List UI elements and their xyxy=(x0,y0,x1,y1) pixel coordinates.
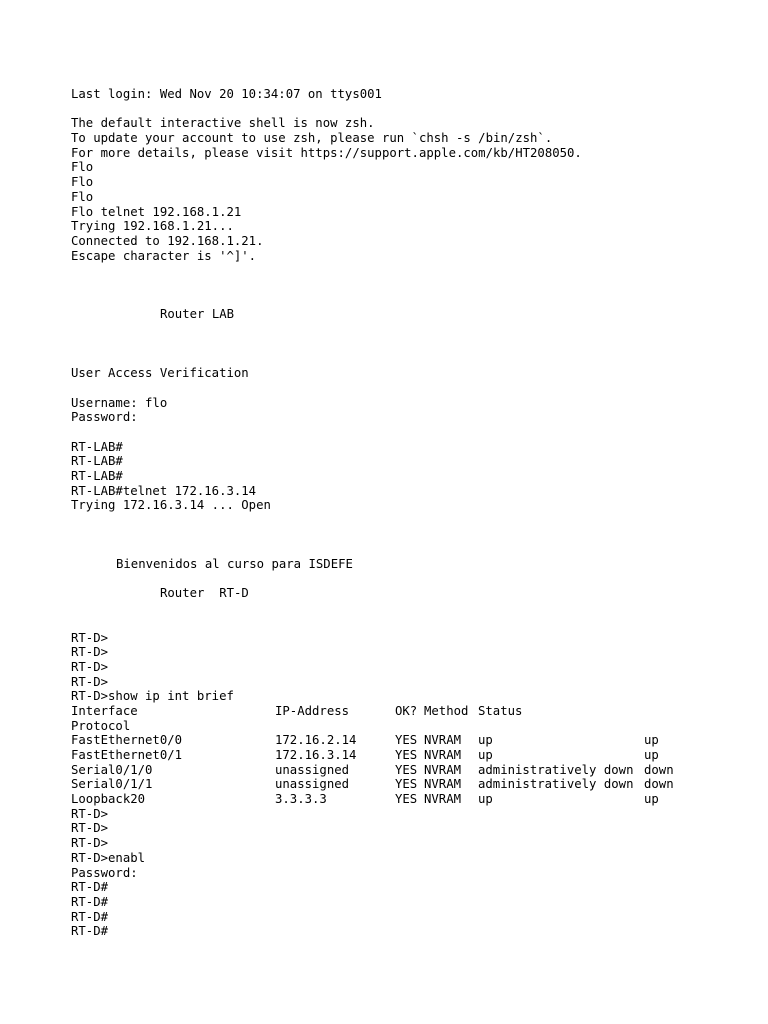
cell-status: administratively down xyxy=(478,762,634,777)
cell-protocol: up xyxy=(644,748,659,763)
cell-status: up xyxy=(478,748,493,763)
username-line: Username: flo xyxy=(71,395,168,410)
cell-method: NVRAM xyxy=(424,748,462,763)
cell-status: up xyxy=(478,792,493,807)
cell-status: up xyxy=(478,733,493,748)
telnet-output-line: Trying 192.168.1.21... xyxy=(71,219,234,234)
router-lab-prompt: RT-LAB# xyxy=(71,454,123,469)
router-lab-telnet-output: Trying 172.16.3.14 ... Open xyxy=(71,498,271,513)
table-row xyxy=(71,792,751,807)
header-ok: OK? xyxy=(395,703,418,718)
privileged-prompt: RT-D# xyxy=(71,880,109,895)
show-ip-command: RT-D>show ip int brief xyxy=(71,689,234,704)
local-prompt: Flo xyxy=(71,189,94,204)
terminal-output[interactable] xyxy=(71,87,751,939)
cell-protocol: down xyxy=(644,777,674,792)
cell-method: NVRAM xyxy=(424,762,462,777)
cell-status: administratively down xyxy=(478,777,634,792)
cell-ip: 172.16.3.14 xyxy=(275,748,357,763)
telnet-output-line: Connected to 192.168.1.21. xyxy=(71,233,264,248)
cell-protocol: down xyxy=(644,762,674,777)
privileged-prompt: RT-D# xyxy=(71,909,109,924)
last-login-line: Last login: Wed Nov 20 10:34:07 on ttys001 xyxy=(71,87,382,101)
telnet-command-line: Flo telnet 192.168.1.21 xyxy=(71,204,242,219)
header-ip: IP-Address xyxy=(275,703,350,718)
table-row xyxy=(71,733,751,748)
shell-notice-line: For more details, please visit https://support.apple.com/kb/HT208050. xyxy=(71,145,582,160)
cell-method: NVRAM xyxy=(424,733,462,748)
cell-method: NVRAM xyxy=(424,792,462,807)
router-lab-prompt: RT-LAB# xyxy=(71,439,123,454)
cell-interface: FastEthernet0/1 xyxy=(71,748,183,763)
cell-ok: YES xyxy=(395,792,418,807)
cell-method: NVRAM xyxy=(424,777,462,792)
header-status: Status xyxy=(478,703,523,718)
table-row xyxy=(71,748,751,763)
password-line: Password: xyxy=(71,410,138,425)
header-interface: Interface xyxy=(71,703,138,718)
header-protocol: Protocol xyxy=(71,718,131,733)
local-prompt: Flo xyxy=(71,160,94,175)
router-lab-telnet-command: RT-LAB#telnet 172.16.3.14 xyxy=(71,483,257,498)
router-d-banner: Router RT-D xyxy=(160,586,249,601)
cell-interface: FastEthernet0/0 xyxy=(71,733,183,748)
local-prompt: Flo xyxy=(71,175,94,190)
cell-interface: Serial0/1/0 xyxy=(71,762,153,777)
router-d-prompt: RT-D> xyxy=(71,674,109,689)
cell-ip: 172.16.2.14 xyxy=(275,733,357,748)
shell-notice-line: To update your account to use zsh, please run `chsh -s /bin/zsh`. xyxy=(71,131,553,146)
router-d-prompt: RT-D> xyxy=(71,645,109,660)
cell-ok: YES xyxy=(395,748,418,763)
cell-ok: YES xyxy=(395,777,418,792)
header-method: Method xyxy=(424,703,469,718)
telnet-output-line: Escape character is '^]'. xyxy=(71,248,257,263)
cell-ip: unassigned xyxy=(275,762,350,777)
cell-protocol: up xyxy=(644,733,659,748)
table-row xyxy=(71,763,751,778)
cell-ip: unassigned xyxy=(275,777,350,792)
privileged-prompt: RT-D# xyxy=(71,894,109,909)
router-d-prompt: RT-D> xyxy=(71,806,109,821)
interface-table-header xyxy=(71,704,751,719)
router-d-prompt: RT-D> xyxy=(71,630,109,645)
router-lab-prompt: RT-LAB# xyxy=(71,468,123,483)
enable-password-line: Password: xyxy=(71,865,138,880)
table-row xyxy=(71,777,751,792)
router-d-prompt: RT-D> xyxy=(71,821,109,836)
privileged-prompt: RT-D# xyxy=(71,924,109,939)
cell-interface: Serial0/1/1 xyxy=(71,777,153,792)
cell-ok: YES xyxy=(395,762,418,777)
cell-interface: Loopback20 xyxy=(71,792,146,807)
router-d-prompt: RT-D> xyxy=(71,836,109,851)
verification-title: User Access Verification xyxy=(71,366,249,381)
cell-ok: YES xyxy=(395,733,418,748)
enable-command: RT-D>enabl xyxy=(71,850,146,865)
welcome-banner: Bienvenidos al curso para ISDEFE xyxy=(116,557,353,572)
router-d-prompt: RT-D> xyxy=(71,659,109,674)
router-lab-banner: Router LAB xyxy=(160,307,235,322)
cell-ip: 3.3.3.3 xyxy=(275,792,327,807)
shell-notice-line: The default interactive shell is now zsh. xyxy=(71,116,375,131)
cell-protocol: up xyxy=(644,792,659,807)
